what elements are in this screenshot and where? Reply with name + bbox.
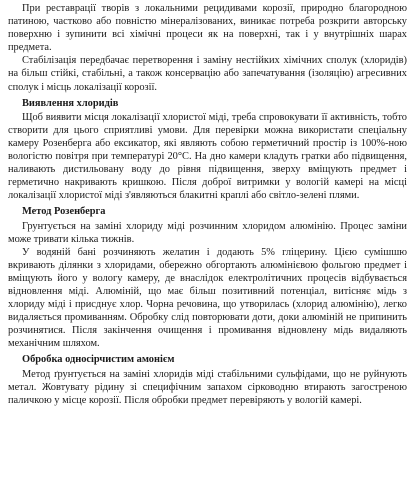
heading-chloride-detection: Виявлення хлоридів: [22, 97, 119, 109]
paragraph-stabilization: Стабілізація передбачає перетворення і заміну нестійких хімічних сполук (хлоридів) на більш стійкі, стабільні, а також консервацію або запечатування (ізоляцію) агресивних сполук і місць локалізації корозії.: [8, 55, 407, 93]
paragraph-rosenberg-basis: Грунтується на заміні хлориду міді розчинним хлоридом алюмінію. Процес заміни може тривати кілька тижнів.: [8, 220, 407, 245]
paragraph-ammonium-sulfide: Метод ґрунтується на заміні хлоридів міді стабільними сульфідами, що не руйнують метал. Жовтувату рідину зі специфічним запахом сірководню втирають загостреною паличкою у місце корозії. Після обробки предмет перевіряють у вологій камері.: [8, 368, 407, 406]
paragraph-chloride-detection: Щоб виявити місця локалізації хлористої міді, треба спровокувати її активність, тобто створити для цього сприятливі умови. Для перевірки можна використати спеціальну камеру Розенберга або ексикатор, які являють собою герметичний простір із 100%-ною вологістю повітря при температурі 20°С. На дно камери кладуть гратки або підвищення, наливають дистильовану воду до рівня підвищення, зверху вміщують предмет і герметично накривають кришкою. Після доброї витримки у вологій камері на місці локалізації хлористої міді з'являються блакитні краплі або світло-зелені плями.: [8, 111, 407, 202]
heading-ammonium-sulfide-treatment: Обробка односірчистим амонієм: [22, 354, 175, 366]
paragraph-rosenberg-procedure: У водяній бані розчиняють желатин і додають 5% гліцерину. Цією сумішшю вкривають ділянки з хлоридами, обережно обгортають алюмінієвою фольгою предмет і вміщують його у вологу камеру, де внаслідок електролітичних процесів відбувається відновлення міді. Алюміній, що має більш позитивний потенціал, витісняє мідь з хлориду міді і присднує хлор. Чорна речовина, що утворилась (хлорид алюмінію), легко видаляється промиванням. Обробку слід повторювати доти, доки алюміній не припинить розчинятися. Після закінчення очищення і промивання відновлену мідь видаляють механічним шляхом.: [8, 246, 407, 350]
paragraph-restoration-intro: При реставрації творів з локальними рецидивами корозії, природно благородною патиною, частково або повністю мінералізованих, виникає потреба розкрити авторську поверхню і зупинити всі хімічні процеси як на поверхні, так і у внутрішніх шарах предмета.: [8, 3, 407, 54]
heading-rosenberg-method: Метод Розенберга: [22, 206, 106, 218]
